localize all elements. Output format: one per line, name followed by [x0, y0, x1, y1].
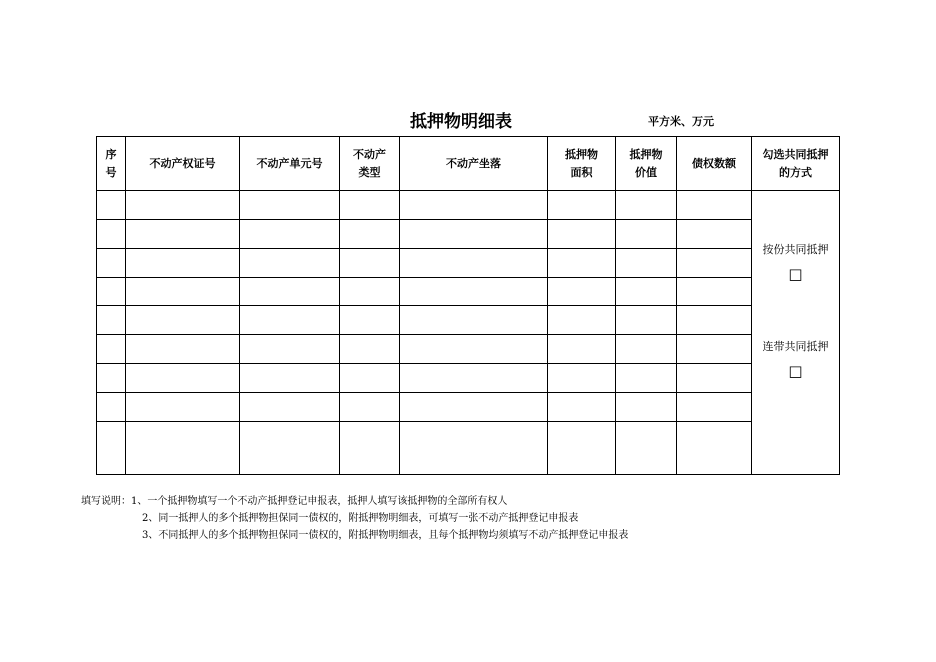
table-cell[interactable] [400, 278, 548, 306]
header-type: 不动产类型 [340, 137, 400, 191]
table-cell[interactable] [240, 422, 340, 475]
table-cell[interactable] [548, 220, 616, 249]
table-cell[interactable] [677, 422, 752, 475]
instruction-1: 1、一个抵押物填写一个不动产抵押登记申报表，抵押人填写该抵押物的全部所有权人 [131, 496, 508, 507]
table-row [97, 364, 840, 393]
table-cell[interactable] [97, 422, 126, 475]
table-cell[interactable] [616, 422, 677, 475]
checkbox-share[interactable]: □ [788, 265, 803, 283]
collateral-table [96, 136, 840, 475]
header-index: 序号 [97, 137, 126, 191]
table-row [97, 422, 840, 475]
method-cell [752, 191, 840, 475]
table-cell[interactable] [240, 306, 340, 335]
table-cell[interactable] [400, 422, 548, 475]
table-cell[interactable] [97, 335, 126, 364]
table-cell[interactable] [616, 278, 677, 306]
table-cell[interactable] [400, 249, 548, 278]
table-cell[interactable] [340, 191, 400, 220]
header-area: 抵押物面积 [548, 137, 616, 191]
table-cell[interactable] [240, 249, 340, 278]
table-cell[interactable] [126, 393, 240, 422]
instructions [81, 493, 628, 544]
table-cell[interactable] [616, 335, 677, 364]
table-cell[interactable] [677, 306, 752, 335]
table-cell[interactable] [340, 220, 400, 249]
table-cell[interactable] [240, 335, 340, 364]
table-cell[interactable] [616, 249, 677, 278]
table-cell[interactable] [548, 393, 616, 422]
table-cell[interactable] [97, 249, 126, 278]
header-cert-no: 不动产权证号 [126, 137, 240, 191]
header-value: 抵押物价值 [616, 137, 677, 191]
table-cell[interactable] [340, 335, 400, 364]
table-row [97, 249, 840, 278]
table-cell[interactable] [677, 393, 752, 422]
table-cell[interactable] [400, 393, 548, 422]
table-cell[interactable] [548, 249, 616, 278]
table-cell[interactable] [677, 278, 752, 306]
table-cell[interactable] [400, 191, 548, 220]
table-row [97, 393, 840, 422]
table-cell[interactable] [126, 422, 240, 475]
unit-label: 平方米、万元 [648, 115, 714, 128]
table-cell[interactable] [97, 306, 126, 335]
table-cell[interactable] [340, 422, 400, 475]
table-cell[interactable] [97, 191, 126, 220]
option-label-share: 按份共同抵押 [762, 243, 829, 256]
table-cell[interactable] [400, 220, 548, 249]
table-cell[interactable] [400, 364, 548, 393]
table-cell[interactable] [126, 278, 240, 306]
table-cell[interactable] [548, 335, 616, 364]
table-cell[interactable] [126, 306, 240, 335]
table-cell[interactable] [240, 278, 340, 306]
header-unit-no: 不动产单元号 [240, 137, 340, 191]
table-cell[interactable] [240, 191, 340, 220]
table-cell[interactable] [616, 364, 677, 393]
instructions-prefix: 填写说明： [81, 496, 131, 507]
table-cell[interactable] [548, 422, 616, 475]
table-cell[interactable] [548, 306, 616, 335]
table-row [97, 191, 840, 220]
table-cell[interactable] [340, 306, 400, 335]
table-cell[interactable] [340, 393, 400, 422]
table-cell[interactable] [126, 364, 240, 393]
table-row [97, 306, 840, 335]
table-cell[interactable] [97, 364, 126, 393]
table-cell[interactable] [548, 191, 616, 220]
table-cell[interactable] [126, 220, 240, 249]
table-cell[interactable] [616, 191, 677, 220]
table-cell[interactable] [126, 249, 240, 278]
table-cell[interactable] [97, 393, 126, 422]
table-cell[interactable] [677, 335, 752, 364]
instruction-3: 3、不同抵押人的多个抵押物担保同一债权的，附抵押物明细表，且每个抵押物均须填写不动产抵押登记申报表 [142, 530, 629, 541]
header-location: 不动产坐落 [400, 137, 548, 191]
table-cell[interactable] [340, 249, 400, 278]
table-cell[interactable] [97, 278, 126, 306]
table-cell[interactable] [616, 393, 677, 422]
table-cell[interactable] [616, 220, 677, 249]
table-row [97, 278, 840, 306]
table-cell[interactable] [616, 306, 677, 335]
page-title: 抵押物明细表 [410, 112, 512, 132]
table-cell[interactable] [126, 191, 240, 220]
table-cell[interactable] [677, 364, 752, 393]
table-cell[interactable] [126, 335, 240, 364]
header-row [97, 137, 840, 191]
table-cell[interactable] [340, 278, 400, 306]
table-cell[interactable] [400, 306, 548, 335]
table-cell[interactable] [240, 220, 340, 249]
table-cell[interactable] [548, 364, 616, 393]
table-cell[interactable] [548, 278, 616, 306]
table-cell[interactable] [400, 335, 548, 364]
table-cell[interactable] [240, 364, 340, 393]
table-cell[interactable] [677, 220, 752, 249]
table-cell[interactable] [340, 364, 400, 393]
option-label-joint: 连带共同抵押 [762, 340, 829, 353]
table-cell[interactable] [240, 393, 340, 422]
table-cell[interactable] [97, 220, 126, 249]
checkbox-joint[interactable]: □ [788, 362, 803, 380]
table-cell[interactable] [677, 191, 752, 220]
header-method: 勾选共同抵押的方式 [752, 137, 840, 191]
header-debt: 债权数额 [677, 137, 752, 191]
table-cell[interactable] [677, 249, 752, 278]
instruction-2: 2、同一抵押人的多个抵押物担保同一债权的，附抵押物明细表，可填写一张不动产抵押登记申报表 [142, 513, 579, 524]
table-row [97, 335, 840, 364]
table-row [97, 220, 840, 249]
